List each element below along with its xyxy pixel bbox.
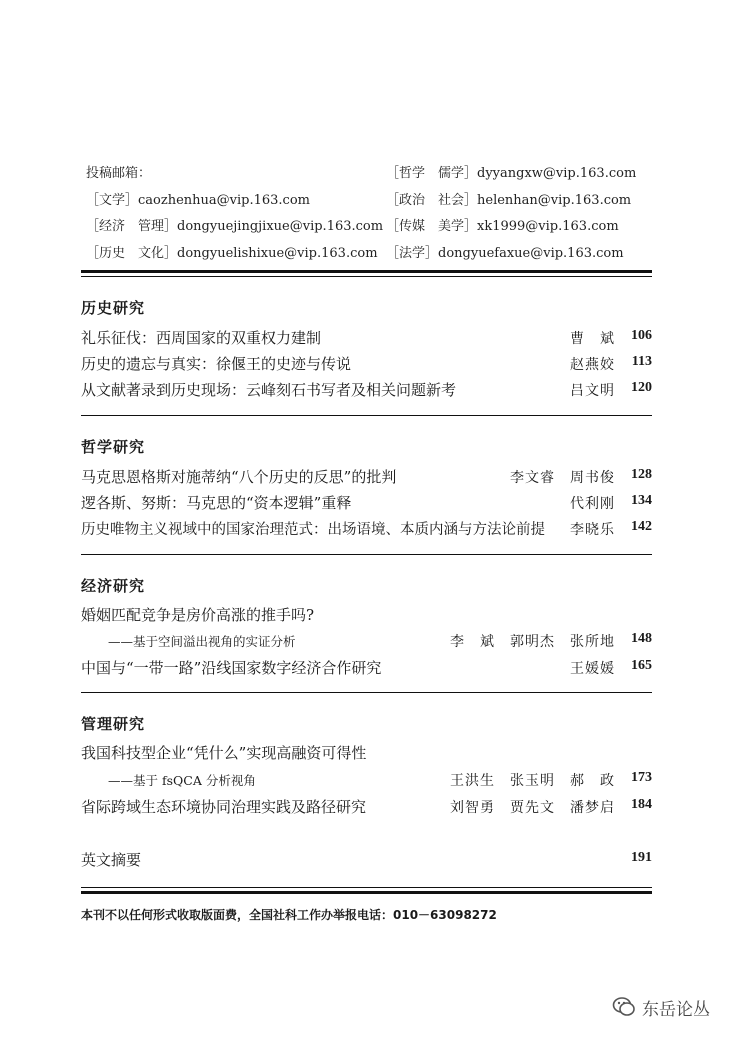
email-law: ［法学］dongyuefaxue@vip.163.com	[386, 246, 624, 261]
article-author: 吕文明	[570, 383, 615, 399]
article-author: 曹 斌	[570, 331, 615, 347]
submission-heading: 投稿邮箱：	[86, 166, 152, 181]
section-heading-history: 历史研究	[81, 299, 146, 317]
bottom-rule-thin	[81, 887, 652, 888]
watermark-text: 东岳论丛	[642, 999, 710, 1020]
article-title[interactable]: 从文献著录到历史现场：云峰刻石书写者及相关问题新考	[81, 381, 457, 399]
article-page: 173	[631, 770, 652, 785]
section-heading-economics: 经济研究	[81, 577, 146, 595]
article-title[interactable]: 历史的遗忘与真实：徐偃王的史迹与传说	[81, 355, 352, 373]
article-author: 郝 政	[570, 773, 615, 789]
article-author: 王媛媛	[570, 661, 615, 677]
article-page: 120	[631, 380, 652, 395]
section-divider	[81, 692, 652, 693]
article-author: 张玉明	[510, 773, 555, 789]
section-divider	[81, 415, 652, 416]
email-philosophy: ［哲学 儒学］dyyangxw@vip.163.com	[386, 166, 637, 181]
article-page: 184	[631, 797, 652, 812]
article-author: 代利刚	[570, 496, 615, 512]
wechat-icon	[612, 996, 636, 1018]
article-subtitle: ——基于空间溢出视角的实证分析	[108, 634, 296, 649]
top-rule-thick	[81, 270, 652, 273]
article-author: 张所地	[570, 634, 615, 650]
article-page: 142	[631, 519, 652, 534]
article-author: 郭明杰	[510, 634, 555, 650]
article-page: 113	[631, 354, 652, 369]
email-media: ［传媒 美学］xk1999@vip.163.com	[386, 219, 619, 234]
article-page: 128	[631, 467, 652, 482]
footer-notice: 本刊不以任何形式收取版面费，全国社科工作办举报电话：010－63098272	[81, 908, 497, 922]
article-author: 潘梦启	[570, 800, 615, 816]
email-literature: ［文学］caozhenhua@vip.163.com	[86, 193, 310, 208]
article-title[interactable]: 马克思恩格斯对施蒂纳“八个历史的反思”的批判	[81, 468, 397, 486]
email-politics: ［政治 社会］helenhan@vip.163.com	[386, 193, 632, 208]
bottom-rule-thick	[81, 891, 652, 894]
email-history: ［历史 文化］dongyuelishixue@vip.163.com	[86, 246, 378, 261]
article-author: 王洪生	[450, 773, 495, 789]
section-heading-philosophy: 哲学研究	[81, 438, 146, 456]
english-abstracts-title[interactable]: 英文摘要	[81, 851, 142, 869]
article-page: 106	[631, 328, 652, 343]
article-author: 李文睿	[510, 470, 555, 486]
article-title[interactable]: 我国科技型企业“凭什么”实现高融资可得性	[81, 744, 367, 762]
article-author: 李 斌	[450, 634, 495, 650]
article-title[interactable]: 中国与“一带一路”沿线国家数字经济合作研究	[81, 659, 382, 677]
article-title[interactable]: 省际跨域生态环境协同治理实践及路径研究	[81, 798, 367, 816]
article-title[interactable]: 礼乐征伐：西周国家的双重权力建制	[81, 329, 322, 347]
article-title[interactable]: 婚姻匹配竞争是房价高涨的推手吗?	[81, 606, 315, 624]
article-title[interactable]: 历史唯物主义视域中的国家治理范式：出场语境、本质内涵与方法论前提	[81, 522, 545, 538]
section-divider	[81, 554, 652, 555]
english-abstracts-page: 191	[631, 850, 652, 865]
top-rule-thin	[81, 276, 652, 277]
article-subtitle: ——基于 fsQCA 分析视角	[108, 773, 256, 788]
article-author: 周书俊	[570, 470, 615, 486]
article-author: 李晓乐	[570, 522, 615, 538]
article-page: 165	[631, 658, 652, 673]
section-heading-management: 管理研究	[81, 715, 146, 733]
article-author: 赵燕姣	[570, 357, 615, 373]
article-author: 刘智勇	[450, 800, 495, 816]
article-title[interactable]: 逻各斯、努斯：马克思的“资本逻辑”重释	[81, 494, 352, 512]
watermark	[612, 992, 710, 1022]
article-page: 134	[631, 493, 652, 508]
article-page: 148	[631, 631, 652, 646]
email-economics: ［经济 管理］dongyuejingjixue@vip.163.com	[86, 219, 384, 234]
article-author: 贾先文	[510, 800, 555, 816]
